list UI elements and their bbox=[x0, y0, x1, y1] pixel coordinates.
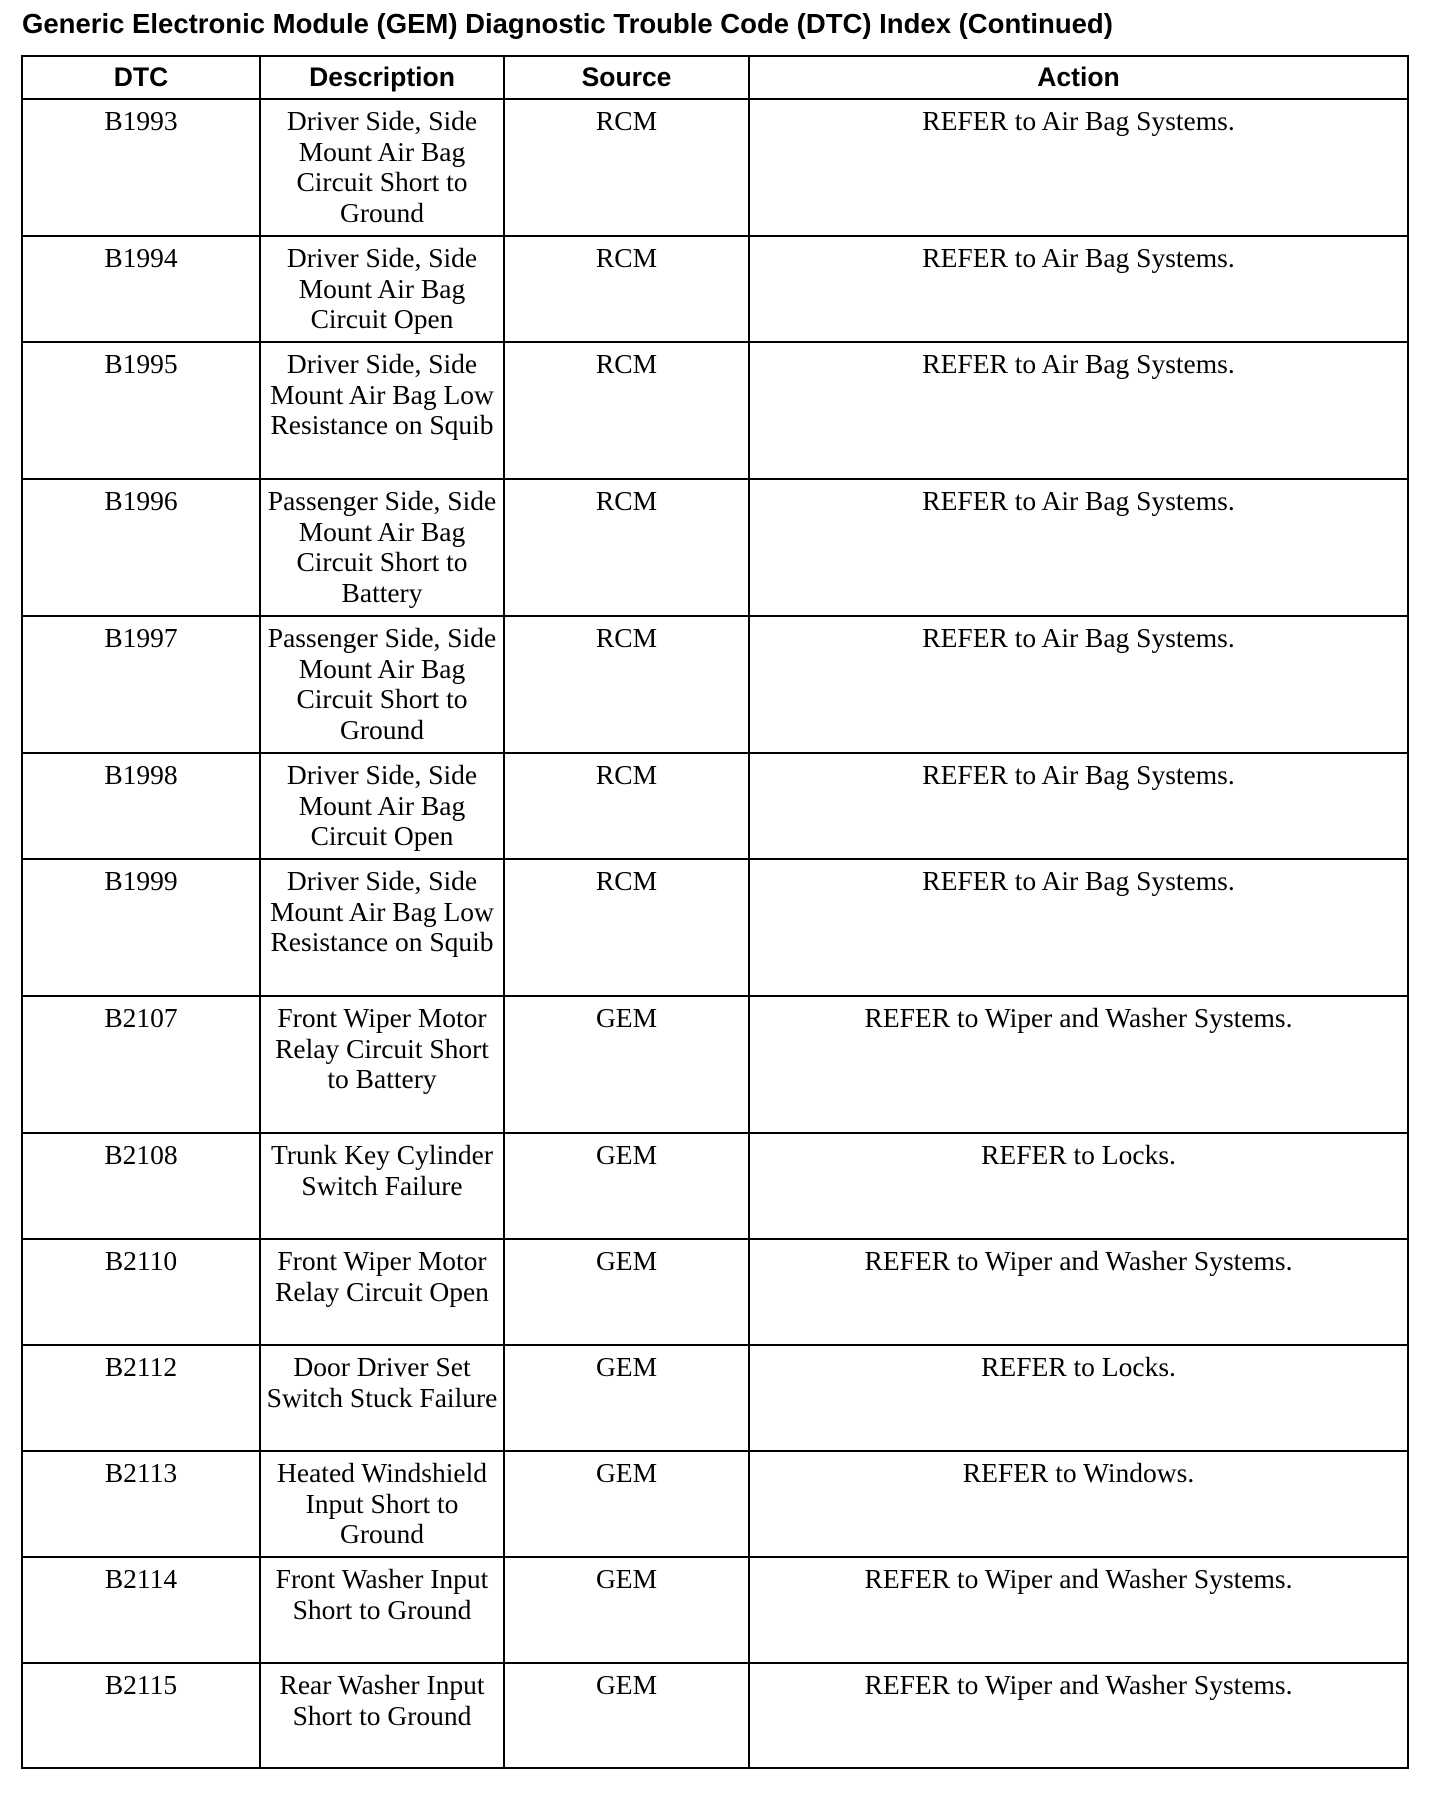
table-row bbox=[22, 753, 1408, 859]
dtc-source: GEM bbox=[504, 1451, 749, 1557]
dtc-source: RCM bbox=[504, 616, 749, 753]
dtc-source: GEM bbox=[504, 1663, 749, 1768]
dtc-code: B2115 bbox=[22, 1663, 260, 1768]
dtc-code: B1994 bbox=[22, 236, 260, 342]
dtc-code: B1995 bbox=[22, 342, 260, 479]
dtc-source: RCM bbox=[504, 99, 749, 236]
dtc-source: GEM bbox=[504, 1557, 749, 1663]
table-row bbox=[22, 859, 1408, 996]
dtc-code: B2112 bbox=[22, 1345, 260, 1451]
dtc-code: B1993 bbox=[22, 99, 260, 236]
dtc-action: REFER to Wiper and Washer Systems. bbox=[749, 996, 1408, 1133]
dtc-code: B1996 bbox=[22, 479, 260, 616]
table-row bbox=[22, 1451, 1408, 1557]
table-row bbox=[22, 236, 1408, 342]
dtc-description: Front Wiper Motor Relay Circuit Short to Battery bbox=[260, 996, 504, 1133]
dtc-source: GEM bbox=[504, 996, 749, 1133]
dtc-description: Driver Side, Side Mount Air Bag Circuit Short to Ground bbox=[260, 99, 504, 236]
dtc-code: B1998 bbox=[22, 753, 260, 859]
dtc-description: Rear Washer Input Short to Ground bbox=[260, 1663, 504, 1768]
dtc-source: GEM bbox=[504, 1133, 749, 1239]
dtc-description: Front Wiper Motor Relay Circuit Open bbox=[260, 1239, 504, 1345]
dtc-source: RCM bbox=[504, 342, 749, 479]
table-row bbox=[22, 1239, 1408, 1345]
dtc-action: REFER to Wiper and Washer Systems. bbox=[749, 1663, 1408, 1768]
dtc-action: REFER to Wiper and Washer Systems. bbox=[749, 1239, 1408, 1345]
dtc-source: GEM bbox=[504, 1239, 749, 1345]
table-row bbox=[22, 342, 1408, 479]
table-row bbox=[22, 1133, 1408, 1239]
dtc-action: REFER to Air Bag Systems. bbox=[749, 753, 1408, 859]
page-title: Generic Electronic Module (GEM) Diagnostic Trouble Code (DTC) Index (Continued) bbox=[22, 8, 1113, 39]
dtc-action: REFER to Air Bag Systems. bbox=[749, 99, 1408, 236]
dtc-description: Trunk Key Cylinder Switch Failure bbox=[260, 1133, 504, 1239]
header-description: Description bbox=[260, 56, 504, 99]
dtc-code: B2108 bbox=[22, 1133, 260, 1239]
table-row bbox=[22, 479, 1408, 616]
dtc-description: Passenger Side, Side Mount Air Bag Circuit Short to Battery bbox=[260, 479, 504, 616]
dtc-description: Driver Side, Side Mount Air Bag Low Resistance on Squib bbox=[260, 342, 504, 479]
dtc-action: REFER to Windows. bbox=[749, 1451, 1408, 1557]
dtc-action: REFER to Air Bag Systems. bbox=[749, 236, 1408, 342]
table-row bbox=[22, 1557, 1408, 1663]
dtc-action: REFER to Air Bag Systems. bbox=[749, 342, 1408, 479]
table-row bbox=[22, 1345, 1408, 1451]
dtc-source: RCM bbox=[504, 859, 749, 996]
header-dtc: DTC bbox=[22, 56, 260, 99]
table-row bbox=[22, 1663, 1408, 1768]
dtc-code: B1999 bbox=[22, 859, 260, 996]
dtc-description: Passenger Side, Side Mount Air Bag Circuit Short to Ground bbox=[260, 616, 504, 753]
dtc-code: B2110 bbox=[22, 1239, 260, 1345]
dtc-action: REFER to Air Bag Systems. bbox=[749, 616, 1408, 753]
table-row bbox=[22, 616, 1408, 753]
dtc-action: REFER to Air Bag Systems. bbox=[749, 859, 1408, 996]
dtc-action: REFER to Wiper and Washer Systems. bbox=[749, 1557, 1408, 1663]
dtc-description: Driver Side, Side Mount Air Bag Low Resistance on Squib bbox=[260, 859, 504, 996]
dtc-action: REFER to Locks. bbox=[749, 1345, 1408, 1451]
dtc-source: RCM bbox=[504, 236, 749, 342]
header-source: Source bbox=[504, 56, 749, 99]
dtc-source: RCM bbox=[504, 479, 749, 616]
table-row bbox=[22, 996, 1408, 1133]
dtc-description: Heated Windshield Input Short to Ground bbox=[260, 1451, 504, 1557]
dtc-source: RCM bbox=[504, 753, 749, 859]
header-action: Action bbox=[749, 56, 1408, 99]
dtc-description: Driver Side, Side Mount Air Bag Circuit Open bbox=[260, 236, 504, 342]
dtc-code: B2114 bbox=[22, 1557, 260, 1663]
table-header-row bbox=[22, 56, 1408, 99]
dtc-description: Door Driver Set Switch Stuck Failure bbox=[260, 1345, 504, 1451]
dtc-action: REFER to Locks. bbox=[749, 1133, 1408, 1239]
dtc-action: REFER to Air Bag Systems. bbox=[749, 479, 1408, 616]
table-row bbox=[22, 99, 1408, 236]
dtc-source: GEM bbox=[504, 1345, 749, 1451]
dtc-description: Driver Side, Side Mount Air Bag Circuit Open bbox=[260, 753, 504, 859]
dtc-code: B2113 bbox=[22, 1451, 260, 1557]
dtc-code: B1997 bbox=[22, 616, 260, 753]
dtc-description: Front Washer Input Short to Ground bbox=[260, 1557, 504, 1663]
dtc-index-table bbox=[21, 55, 1409, 1769]
dtc-code: B2107 bbox=[22, 996, 260, 1133]
